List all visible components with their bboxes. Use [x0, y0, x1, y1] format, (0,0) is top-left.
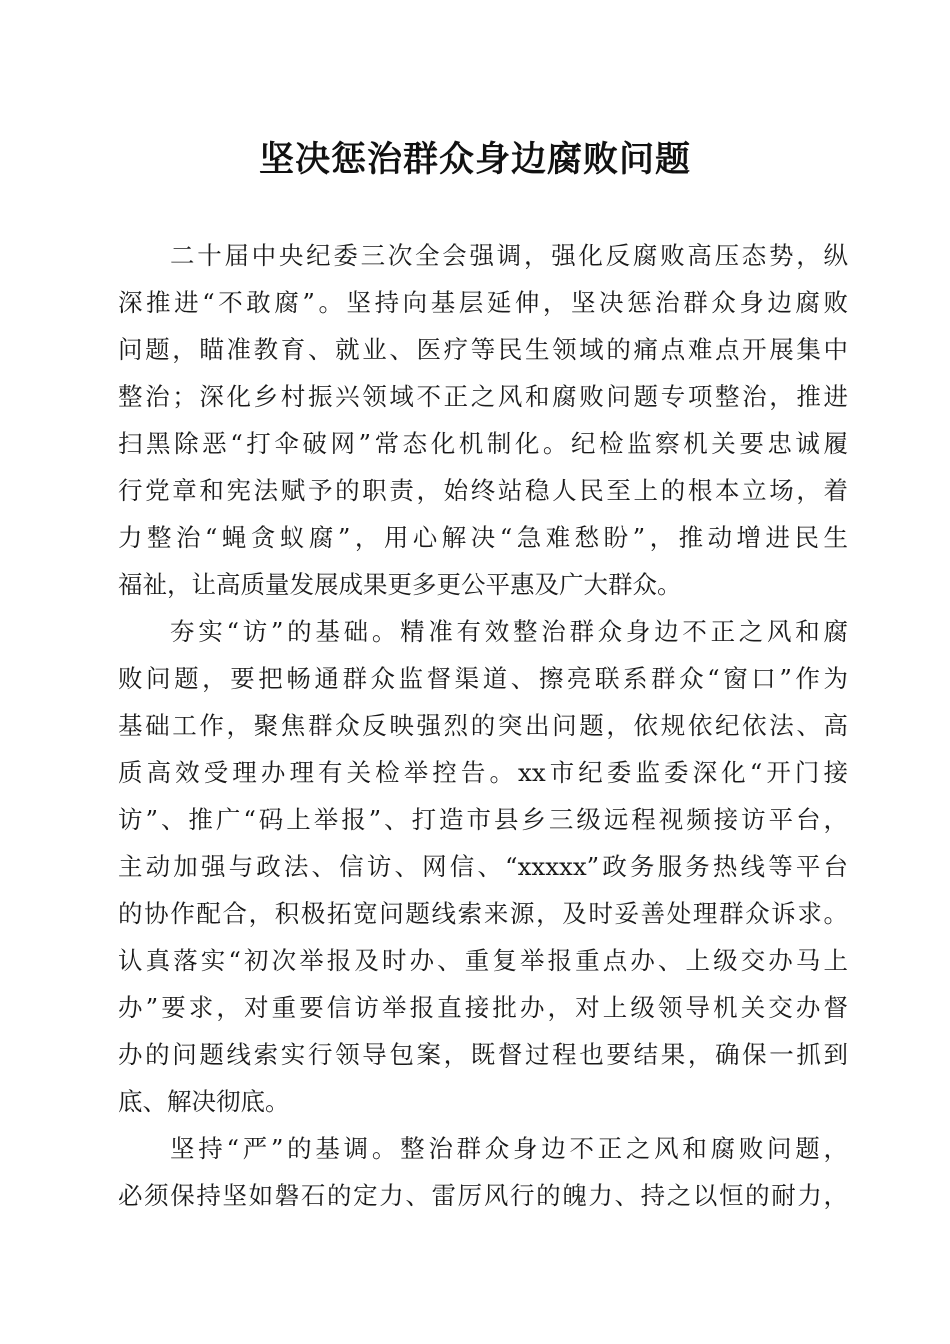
paragraph-3	[118, 1125, 848, 1219]
text-line: 底、解决彻底。	[118, 1087, 290, 1116]
text-line: 办的问题线索实行领导包案，既督过程也要结果，确保一抓到	[118, 1040, 848, 1069]
paragraph-1	[118, 232, 848, 608]
text-line: 福祉，让高质量发展成果更多更公平惠及广大群众。	[118, 570, 682, 599]
text-line: 整治；深化乡村振兴领域不正之风和腐败问题专项整治，推进	[118, 382, 848, 411]
text-line: 问题，瞄准教育、就业、医疗等民生领域的痛点难点开展集中	[118, 335, 848, 364]
document-body	[118, 232, 848, 1219]
text-line: 的协作配合，积极拓宽问题线索来源，及时妥善处理群众诉求。	[118, 899, 848, 928]
text-line: 扫黑除恶“打伞破网”常态化机制化。纪检监察机关要忠诚履	[118, 429, 848, 458]
document-title: 坚决惩治群众身边腐败问题	[258, 139, 691, 180]
text-line: 办”要求，对重要信访举报直接批办，对上级领导机关交办督	[118, 993, 848, 1022]
text-line: 必须保持坚如磐石的定力、雷厉风行的魄力、持之以恒的耐力，	[118, 1181, 848, 1210]
paragraph-2	[118, 608, 848, 1125]
text-line: 深推进“不敢腐”。坚持向基层延伸，坚决惩治群众身边腐败	[118, 288, 848, 317]
text-line: 基础工作，聚焦群众反映强烈的突出问题，依规依纪依法、高	[118, 711, 848, 740]
text-line: 力整治“蝇贪蚁腐”，用心解决“急难愁盼”，推动增进民生	[118, 523, 848, 552]
text-line: 行党章和宪法赋予的职责，始终站稳人民至上的根本立场，着	[118, 476, 848, 505]
text-line: 质高效受理办理有关检举控告。xx市纪委监委深化“开门接	[118, 758, 848, 787]
text-line: 败问题，要把畅通群众监督渠道、擦亮联系群众“窗口”作为	[118, 664, 848, 693]
text-line: 坚持“严”的基调。整治群众身边不正之风和腐败问题，	[170, 1134, 848, 1163]
text-line: 认真落实“初次举报及时办、重复举报重点办、上级交办马上	[118, 946, 848, 975]
text-line: 主动加强与政法、信访、网信、“xxxxx”政务服务热线等平台	[118, 852, 848, 881]
text-line: 二十届中央纪委三次全会强调，强化反腐败高压态势，纵	[170, 241, 848, 270]
text-line: 访”、推广“码上举报”、打造市县乡三级远程视频接访平台，	[118, 805, 848, 834]
text-line: 夯实“访”的基础。精准有效整治群众身边不正之风和腐	[170, 617, 848, 646]
